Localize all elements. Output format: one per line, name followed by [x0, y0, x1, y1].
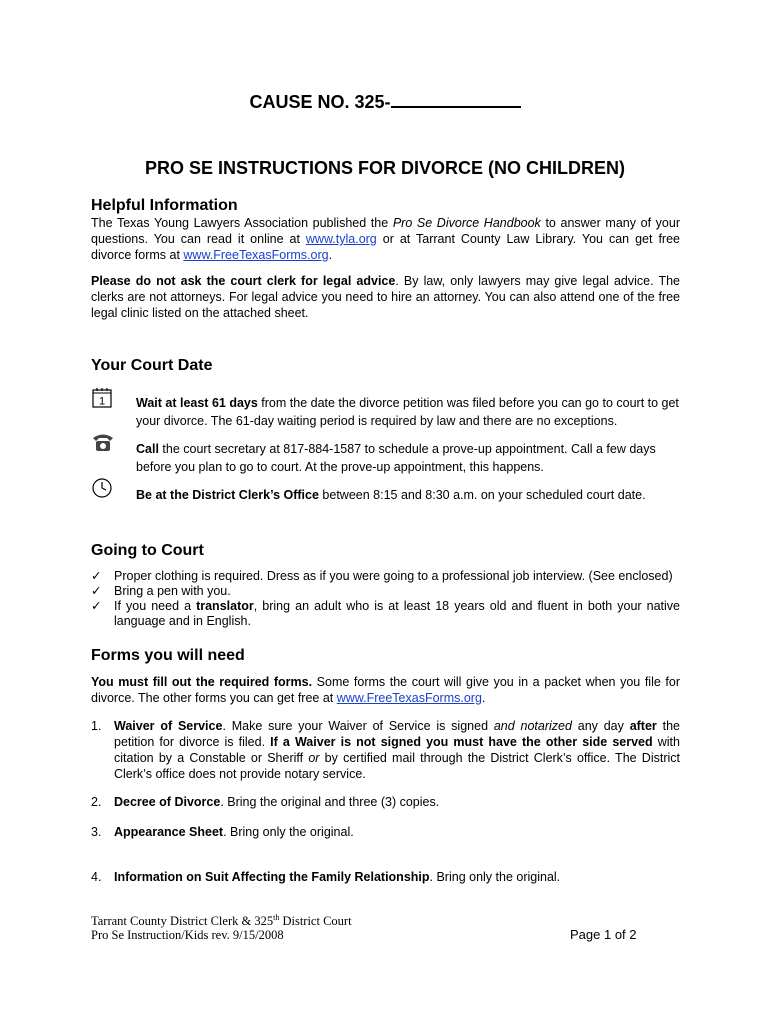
clock-icon	[91, 477, 113, 504]
free-texas-forms-link-2[interactable]: www.FreeTexasForms.org	[336, 691, 482, 705]
list-item: ✓ If you need a translator, bring an adult who is at least 18 years old and fluent in both your native language and in English.	[91, 599, 680, 628]
helpful-paragraph-2: Please do not ask the court clerk for legal advice. By law, only lawyers may give legal advice. The clerks are not attorneys. For legal advice you need to hire an attorney. You can also attend one of the free legal clinic listed on the attached sheet.	[91, 274, 680, 320]
helpful-paragraph-1: The Texas Young Lawyers Association published the Pro Se Divorce Handbook to answer many of your questions. You can read it online at www.tyla.org or at Tarrant County Law Library. You can get free divorce forms at www.FreeTexasForms.org.	[91, 216, 680, 262]
form-item-waiver: 1. Waiver of Service. Make sure your Waiver of Service is signed and notarized any day after the petition for divorce is filed. If a Waiver is not signed you must have the other side served with citation by a Constable or Sheriff or by certified mail through the District Clerk’s office. The District Clerk’s office does not provide notary service.	[91, 719, 680, 781]
list-item: ✓ Bring a pen with you.	[91, 584, 231, 598]
court-date-heading: Your Court Date	[91, 357, 213, 374]
forms-intro: You must fill out the required forms. Some forms the court will give you in a packet when you file for divorce. The other forms you can get free at www.FreeTexasForms.org.	[91, 675, 680, 705]
calendar-icon	[91, 386, 113, 413]
court-date-item-wait: Wait at least 61 days from the date the divorce petition was filed before you can go to court to get your divorce. The 61-day waiting period is required by law and there are no exceptions.	[136, 396, 679, 428]
cause-number-blank	[391, 92, 521, 108]
list-item: ✓ Proper clothing is required. Dress as if you were going to a professional job interview. (See enclosed)	[91, 569, 673, 583]
court-date-item-call: Call the court secretary at 817-884-1587 to schedule a prove-up appointment. Call a few days before you plan to go to court. At the prove-up appointment, this happens.	[136, 442, 656, 474]
checkmark-icon: ✓	[91, 584, 102, 598]
going-to-court-heading: Going to Court	[91, 542, 204, 559]
checkmark-icon: ✓	[91, 569, 102, 583]
form-item-decree: 2. Decree of Divorce. Bring the original and three (3) copies.	[91, 795, 440, 809]
going-to-court-list	[91, 569, 680, 629]
page-title: PRO SE INSTRUCTIONS FOR DIVORCE (NO CHILDREN)	[144, 158, 625, 178]
court-date-item-be-at: Be at the District Clerk’s Office between 8:15 and 8:30 a.m. on your scheduled court date.	[136, 488, 646, 502]
tyla-link[interactable]: www.tyla.org	[305, 232, 377, 246]
forms-heading: Forms you will need	[91, 647, 245, 664]
helpful-heading: Helpful Information	[91, 197, 238, 214]
free-texas-forms-link[interactable]: www.FreeTexasForms.org	[183, 248, 329, 262]
svg-text:1: 1	[98, 395, 106, 408]
page-number: Page 1 of 2	[570, 927, 637, 942]
checkmark-icon: ✓	[91, 599, 102, 613]
footer-court-line: Tarrant County District Clerk & 325th District Court	[91, 913, 352, 929]
form-item-info-suit: 4. Information on Suit Affecting the Family Relationship. Bring only the original.	[91, 870, 561, 884]
footer-revision: Pro Se Instruction/Kids rev. 9/15/2008	[91, 928, 284, 942]
form-item-appearance: 3. Appearance Sheet. Bring only the original.	[91, 825, 354, 839]
telephone-icon	[91, 432, 115, 457]
cause-number: CAUSE NO. 325-	[0, 92, 770, 113]
